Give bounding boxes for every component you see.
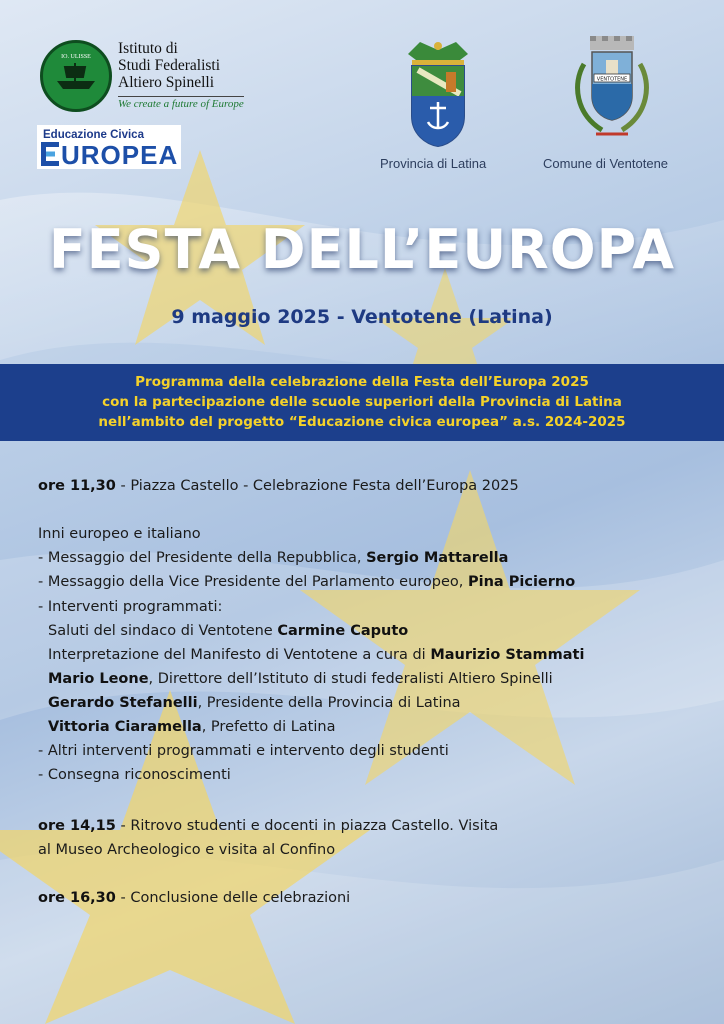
page-title: FESTA DELL’EUROPA — [48, 218, 676, 281]
program-altri-interventi: - Altri interventi programmati e intervento degli studenti — [38, 743, 449, 759]
program-item-1415-cont: al Museo Archeologico e visita al Confino — [38, 842, 336, 858]
event-date-location: 9 maggio 2025 - Ventotene (Latina) — [171, 306, 553, 328]
svg-text:IO. ULISSE: IO. ULISSE — [61, 54, 91, 60]
program-msg-presidente: - Messaggio del Presidente della Repubblica, Sergio Mattarella — [38, 550, 509, 566]
banner-line-3: nell’ambito del progetto “Educazione civica europea” a.s. 2024-2025 — [98, 414, 626, 430]
edu-logo-top: Educazione Civica — [43, 129, 144, 141]
program-consegna: - Consegna riconoscimenti — [38, 767, 231, 783]
provincia-crest-icon — [400, 36, 476, 148]
isfe-name: Istituto di Studi Federalisti Altiero Spinelli — [118, 40, 221, 91]
program-leone: Mario Leone, Direttore dell’Istituto di studi federalisti Altiero Spinelli — [48, 671, 553, 687]
isfe-logo — [40, 40, 112, 112]
program-item-1415: ore 14,15 - Ritrovo studenti e docenti in piazza Castello. Visita — [38, 818, 499, 834]
program-interpretazione: Interpretazione del Manifesto di Ventotene a cura di Maurizio Stammati — [48, 647, 585, 663]
educazione-civica-logo — [37, 125, 181, 169]
comune-label: Comune di Ventotene — [543, 156, 669, 171]
program-ciaramella: Vittoria Ciaramella, Prefetto di Latina — [48, 719, 336, 735]
banner-line-1: Programma della celebrazione della Festa dell’Europa 2025 — [135, 374, 589, 390]
program-saluti: Saluti del sindaco di Ventotene Carmine Caputo — [48, 623, 409, 639]
comune-crest-icon — [566, 34, 658, 150]
banner-line-2: con la partecipazione delle scuole superiori della Provincia di Latina — [102, 394, 622, 410]
edu-logo-big: UROPEA — [61, 140, 179, 170]
program-stefanelli: Gerardo Stefanelli, Presidente della Provincia di Latina — [48, 695, 461, 711]
provincia-label: Provincia di Latina — [380, 156, 487, 171]
program-banner — [0, 364, 724, 441]
program-interventi: - Interventi programmati: — [38, 599, 223, 615]
program-item-1630: ore 16,30 - Conclusione delle celebrazioni — [38, 890, 351, 906]
ship-icon — [43, 43, 109, 109]
program-msg-vicepresidente: - Messaggio della Vice Presidente del Parlamento europeo, Pina Picierno — [38, 574, 576, 590]
e-letter-icon — [41, 142, 59, 166]
svg-text:VENTOTENE: VENTOTENE — [596, 76, 628, 83]
program-inni: Inni europeo e italiano — [38, 526, 201, 542]
isfe-tagline: We create a future of Europe — [118, 98, 244, 110]
program-item-1130: ore 11,30 - Piazza Castello - Celebrazione Festa dell’Europa 2025 — [38, 478, 519, 494]
